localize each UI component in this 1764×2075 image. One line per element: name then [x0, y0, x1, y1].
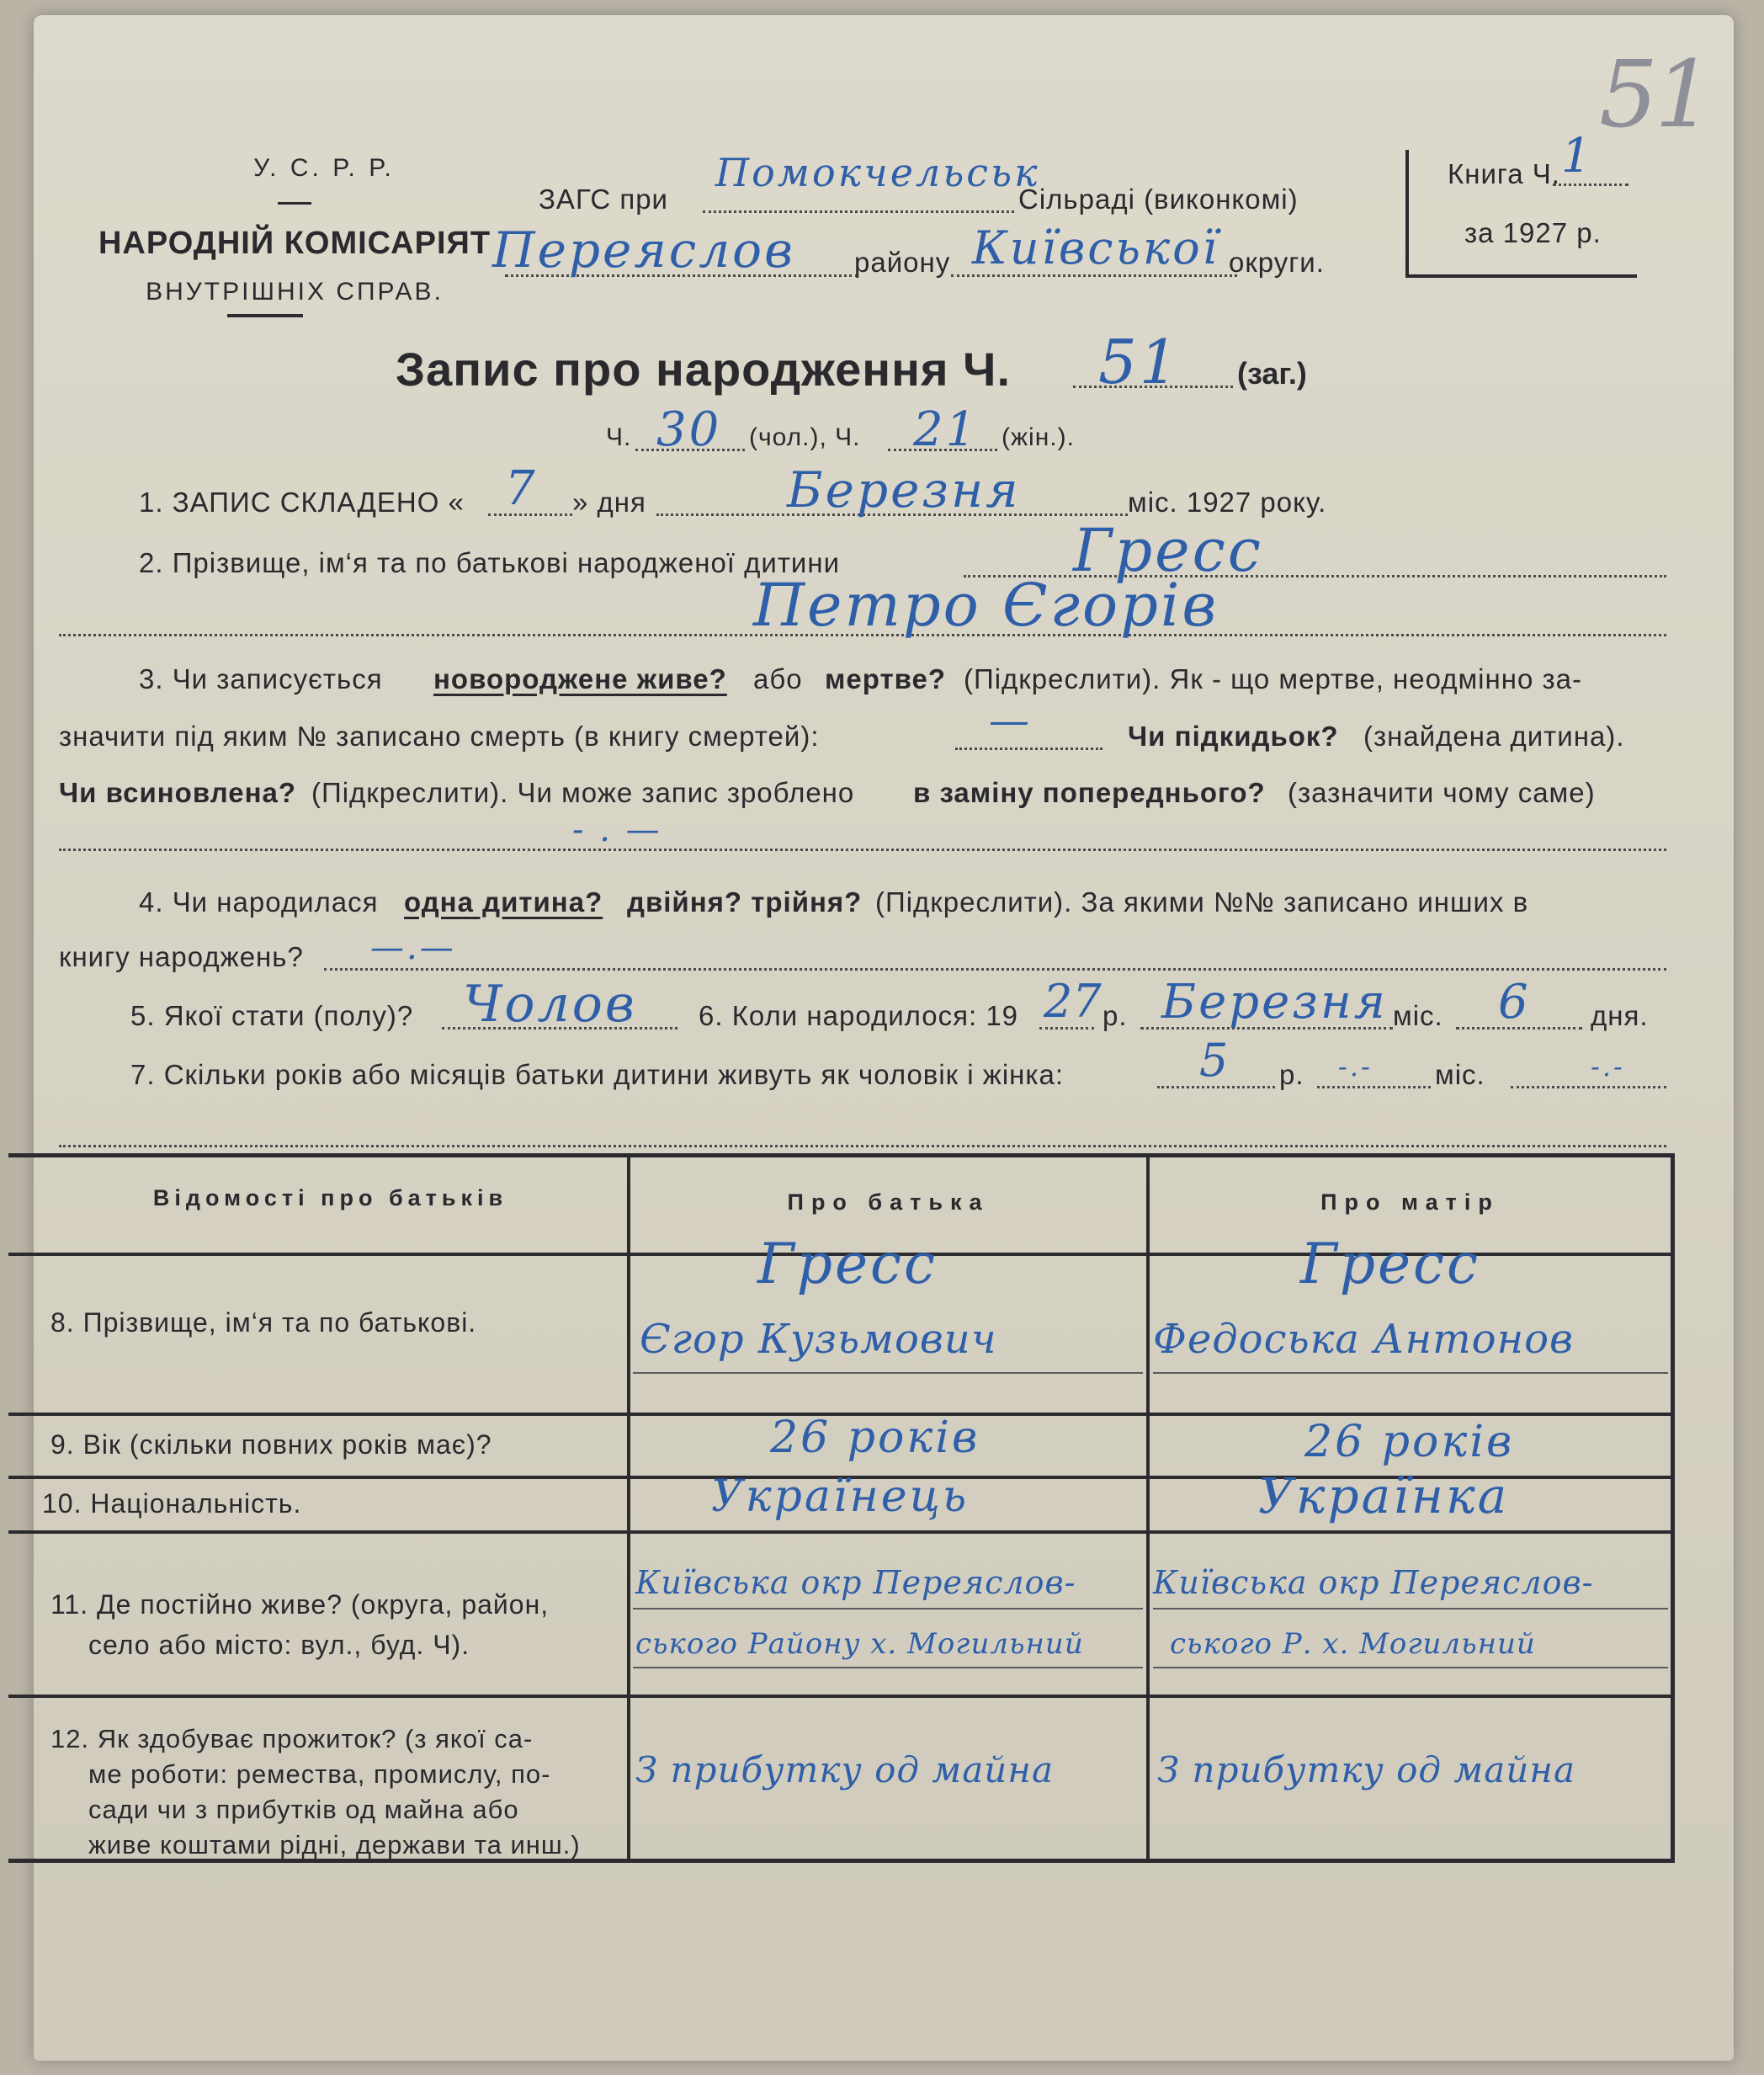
mother-age: 26 років: [1304, 1417, 1515, 1467]
item-1-suffix: міс. 1927 року.: [1128, 487, 1327, 518]
item-1-mid: » дня: [572, 487, 646, 518]
year-label: за 1927 р.: [1464, 217, 1602, 248]
father-surname: Гресс: [757, 1232, 938, 1296]
rayon-label: району: [854, 247, 951, 278]
table-header-mother: Про матір: [1320, 1189, 1500, 1215]
table-row-divider: [8, 1530, 1675, 1534]
divider: [278, 202, 311, 205]
item-6-day-handwriting: 6: [1498, 975, 1531, 1030]
item-3-foundling-option: Чи підкидьок?: [1128, 721, 1339, 752]
zags-suffix: Сільраді (виконкомі): [1018, 184, 1299, 215]
okruha-field: [951, 274, 1237, 277]
document-sheet: [34, 15, 1734, 2061]
item-3-text-l: (зазначити чому саме): [1288, 777, 1596, 808]
item-7-r: р.: [1279, 1059, 1304, 1090]
row-10-label: 10. Національність.: [42, 1488, 302, 1519]
item-1-label: 1. ЗАПИС СКЛАДЕНО «: [139, 487, 465, 518]
male-count-label: (чол.), Ч.: [749, 423, 861, 451]
mother-nationality: Українка: [1258, 1467, 1510, 1524]
father-residence-2: ського Району х. Могильний: [635, 1627, 1084, 1661]
item-3-text-j: (Підкреслити). Чи може запис зроблено: [311, 777, 855, 808]
mother-residence-2: ського Р. х. Могильний: [1170, 1627, 1536, 1661]
item-7-tail-field: [1511, 1086, 1666, 1088]
table-col-divider: [1146, 1153, 1150, 1862]
mother-residence-1: Київська окр Переяслов-: [1153, 1564, 1594, 1601]
item-3-dead-option: мертве?: [825, 663, 947, 694]
table-header-info: Відомості про батьків: [152, 1185, 508, 1210]
zags-prefix: ЗАГС при: [539, 184, 668, 215]
book-handwriting: 1: [1561, 129, 1594, 184]
father-nationality: Українець: [711, 1471, 970, 1522]
republic-label: У. С. Р. Р.: [253, 154, 395, 182]
row-11-label-1: 11. Де постійно живе? (округа, район,: [50, 1589, 550, 1620]
item-5-handwriting: Чолов: [463, 975, 637, 1034]
male-count-handwriting: 30: [656, 402, 722, 457]
father-name: Єгор Кузьмович: [640, 1316, 997, 1363]
item-4-single-option: одна дитина?: [404, 886, 603, 918]
item-7-months-field: [1317, 1086, 1431, 1088]
row-8-underline: [1153, 1372, 1668, 1374]
father-age: 26 років: [770, 1413, 980, 1463]
book-box-border: [1405, 274, 1637, 278]
record-title: Запис про народження Ч.: [396, 343, 1012, 396]
zags-handwriting: Помокчельськ: [715, 150, 1040, 195]
child-surname-handwriting: Гресс: [1073, 516, 1263, 585]
female-count-label: (жін.).: [1002, 423, 1075, 451]
row-11-label-2: село або місто: вул., буд. Ч).: [88, 1630, 470, 1660]
book-label: Книга Ч.: [1448, 158, 1560, 189]
item-4-text-e: книгу народжень?: [59, 941, 304, 972]
rayon-handwriting: Переяслов: [492, 221, 795, 279]
item-3-reason-field: [59, 849, 1666, 851]
item-3-text-a: 3. Чи записується: [139, 663, 383, 694]
row-11-underline: [633, 1608, 1143, 1609]
female-count-handwriting: 21: [913, 402, 979, 457]
row-11-underline: [633, 1667, 1143, 1668]
item-7-tail-handwriting: -.-: [1591, 1051, 1625, 1083]
item-3-text-c: або: [753, 663, 803, 694]
item-4-text-d: (Підкреслити). За якими №№ записано инших в: [875, 886, 1529, 918]
item-6-year-handwriting: 27: [1044, 975, 1102, 1028]
item-6-label: 6. Коли народилося: 19: [699, 1000, 1019, 1031]
ministry-label: ВНУТРІШНІХ СПРАВ.: [146, 278, 444, 306]
item-4-field: [324, 968, 1666, 971]
record-number-handwriting: 51: [1098, 327, 1181, 397]
record-total-suffix: (заг.): [1237, 356, 1307, 391]
row-12-label-1: 12. Як здобуває прожиток? (з якої са-: [50, 1724, 534, 1753]
item-4-twins-triplets-option: двійня? трійня?: [627, 886, 863, 918]
mother-name: Федоська Антонов: [1153, 1316, 1574, 1363]
table-row-divider: [8, 1695, 1675, 1698]
row-12-label-3: сади чи з прибутків од майна або: [88, 1795, 519, 1824]
item-6-dnia: дня.: [1591, 1000, 1649, 1031]
item-1-day-handwriting: 7: [505, 461, 538, 516]
item-6-mis: міс.: [1393, 1000, 1443, 1031]
row-12-label-2: ме роботи: ремества, промислу, по-: [88, 1759, 551, 1789]
item-7-months-handwriting: -.-: [1338, 1051, 1373, 1083]
divider: [227, 314, 303, 317]
father-livelihood: З прибутку од майна: [635, 1749, 1054, 1790]
item-6-month-handwriting: Березня: [1161, 975, 1388, 1030]
item-4-handwriting: —.—: [370, 928, 456, 967]
book-box-border: [1405, 150, 1409, 276]
okruha-handwriting: Київської: [972, 221, 1219, 274]
item-3-replacement-option: в заміну попереднього?: [913, 777, 1266, 808]
mother-surname: Гресс: [1300, 1232, 1480, 1296]
item-5-label: 5. Якої стати (полу)?: [130, 1000, 414, 1031]
row-8-label: 8. Прізвище, ім‘я та по батькові.: [50, 1307, 477, 1338]
row-11-underline: [1153, 1608, 1668, 1609]
corner-number-handwriting: 51: [1599, 40, 1710, 148]
item-7-label: 7. Скільки років або місяців батьки дитини живуть як чоловік і жінка:: [130, 1059, 1065, 1090]
book-field: [1553, 184, 1629, 186]
table-col-divider: [627, 1153, 630, 1862]
father-residence-1: Київська окр Переяслов-: [635, 1564, 1076, 1601]
row-8-underline: [633, 1372, 1143, 1374]
item-3-alive-option: новороджене живе?: [433, 663, 727, 694]
item-3-text-h: (знайдена дитина).: [1363, 721, 1625, 752]
table-border-top: [8, 1153, 1675, 1157]
item-7-years-handwriting: 5: [1199, 1034, 1231, 1087]
item-7-mis: міс.: [1435, 1059, 1485, 1090]
item-3-death-handwriting: —: [989, 697, 1032, 744]
table-border-right: [1671, 1153, 1675, 1862]
item-3-adopted-option: Чи всиновлена?: [59, 777, 297, 808]
item-2-label: 2. Прізвище, ім‘я та по батькові народженої дитини: [139, 547, 841, 578]
item-3-text-f: значити під яким № записано смерть (в книгу смертей):: [59, 721, 820, 752]
item-7-field-2: [59, 1145, 1666, 1147]
zags-field: [703, 210, 1014, 213]
item-3-text-e: (Підкреслити). Як - що мертве, неодмінно за-: [964, 663, 1582, 694]
row-11-underline: [1153, 1667, 1668, 1668]
child-name-handwriting: Петро Єгорів: [753, 571, 1219, 640]
okruha-label: округи.: [1229, 247, 1325, 278]
row-12-label-4: живе коштами рідні, держави та инш.): [88, 1830, 581, 1860]
row-9-label: 9. Вік (скільки повних років має)?: [50, 1429, 492, 1460]
item-6-r: р.: [1102, 1000, 1128, 1031]
table-header-father: Про батька: [787, 1189, 990, 1215]
commissariat-label: НАРОДНІЙ КОМІСАРІЯТ: [98, 226, 491, 261]
item-1-month-handwriting: Березня: [787, 461, 1021, 519]
item-3-reason-handwriting: - . —: [572, 811, 662, 849]
mother-livelihood: З прибутку од майна: [1157, 1749, 1575, 1790]
item-4-text-a: 4. Чи народилася: [139, 886, 379, 918]
male-count-prefix: Ч.: [606, 423, 632, 451]
item-3-death-field: [955, 748, 1102, 750]
